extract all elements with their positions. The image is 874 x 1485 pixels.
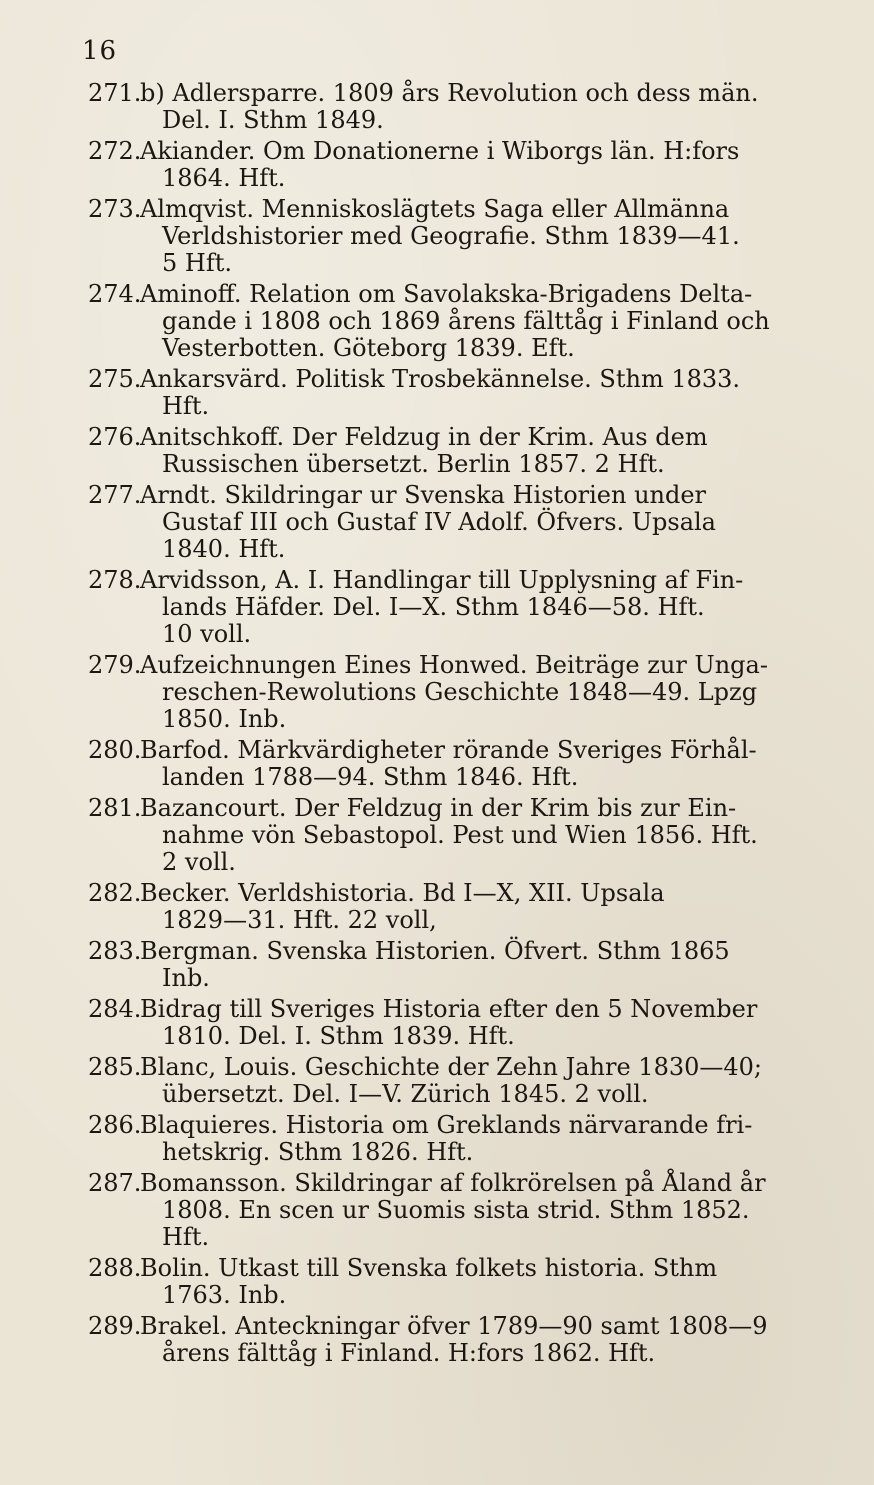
entry-line: Bazancourt. Der Feldzug in der Krim bis zur Ein- <box>140 794 737 822</box>
entry-continuation-line: 1850. Inb. <box>162 705 287 733</box>
entry-text <box>140 138 818 192</box>
catalog-entry <box>88 424 818 478</box>
entry-number: 285. <box>88 1053 142 1081</box>
catalog-entry <box>88 196 818 277</box>
entry-line: Arndt. Skildringar ur Svenska Historien under <box>140 481 707 509</box>
entry-line: Becker. Verldshistoria. Bd I—X, XII. Upsala <box>140 879 665 907</box>
entry-text <box>140 1112 818 1166</box>
entry-number: 286. <box>88 1111 142 1139</box>
entry-continuation-line: nahme vön Sebastopol. Pest und Wien 1856. Hft. <box>162 821 758 849</box>
entry-text <box>140 1170 818 1251</box>
entry-line: Aufzeichnungen Eines Honwed. Beiträge zur Unga- <box>140 651 768 679</box>
entry-text <box>140 482 818 563</box>
entry-line: Blanc, Louis. Geschichte der Zehn Jahre 1830—40; <box>140 1053 762 1081</box>
entry-text <box>140 1255 818 1309</box>
entry-number: 278. <box>88 566 142 594</box>
entry-number: 271. <box>88 79 142 107</box>
catalog-entry <box>88 1313 818 1367</box>
entry-line: b) Adlersparre. 1809 års Revolution och dess män. <box>140 79 759 107</box>
entry-number: 277. <box>88 481 142 509</box>
entry-number: 288. <box>88 1254 142 1282</box>
entry-text <box>140 366 818 420</box>
catalog-entry <box>88 1054 818 1108</box>
entry-line: Akiander. Om Donationerne i Wiborgs län. H:fors <box>140 137 740 165</box>
entry-number: 273. <box>88 195 142 223</box>
catalog-entry <box>88 567 818 648</box>
entry-number: 272. <box>88 137 142 165</box>
entry-line: Bergman. Svenska Historien. Öfvert. Sthm 1865 <box>140 937 730 965</box>
page-number: 16 <box>82 36 118 66</box>
entry-continuation-line: reschen-Rewolutions Geschichte 1848—49. Lpzg <box>162 678 758 706</box>
entry-continuation-line: landen 1788—94. Sthm 1846. Hft. <box>162 763 579 791</box>
entry-number: 274. <box>88 280 142 308</box>
entry-text <box>140 737 818 791</box>
entry-line: Bidrag till Sveriges Historia efter den 5 November <box>140 995 758 1023</box>
entry-number: 283. <box>88 937 142 965</box>
entry-line: Brakel. Anteckningar öfver 1789—90 samt 1808—9 <box>140 1312 768 1340</box>
catalog-entry <box>88 938 818 992</box>
entry-continuation-line: 2 voll. <box>162 848 236 876</box>
entry-text <box>140 795 818 876</box>
entry-continuation-line: Inb. <box>162 964 210 992</box>
catalog-entry <box>88 652 818 733</box>
entry-number: 287. <box>88 1169 142 1197</box>
entry-line: Almqvist. Menniskoslägtets Saga eller Allmänna <box>140 195 730 223</box>
entry-number: 276. <box>88 423 142 451</box>
entry-line: Ankarsvärd. Politisk Trosbekännelse. Sthm 1833. <box>140 365 741 393</box>
entry-continuation-line: årens fälttåg i Finland. H:fors 1862. Hft. <box>162 1339 656 1367</box>
entry-number: 280. <box>88 736 142 764</box>
entry-continuation-line: Del. I. Sthm 1849. <box>162 106 384 134</box>
entry-continuation-line: Hft. <box>162 392 210 420</box>
catalog-entry <box>88 795 818 876</box>
entry-continuation-line: 5 Hft. <box>162 249 232 277</box>
entry-text <box>140 424 818 478</box>
entry-continuation-line: hetskrig. Sthm 1826. Hft. <box>162 1138 474 1166</box>
catalog-entry <box>88 138 818 192</box>
entry-continuation-line: 1840. Hft. <box>162 535 286 563</box>
entry-continuation-line: Russischen übersetzt. Berlin 1857. 2 Hft. <box>162 450 665 478</box>
catalog-entry <box>88 1170 818 1251</box>
entry-line: Barfod. Märkvärdigheter rörande Sveriges Förhål- <box>140 736 757 764</box>
catalog-entry <box>88 996 818 1050</box>
entry-number: 284. <box>88 995 142 1023</box>
entry-continuation-line: 1808. En scen ur Suomis sista strid. Sthm 1852. <box>162 1196 750 1224</box>
entry-continuation-line: Verldshistorier med Geografie. Sthm 1839—41. <box>162 222 740 250</box>
entry-number: 282. <box>88 879 142 907</box>
entry-text <box>140 80 818 134</box>
entry-line: Aminoff. Relation om Savolakska-Brigadens Delta- <box>140 280 753 308</box>
catalog-entry <box>88 737 818 791</box>
entry-text <box>140 880 818 934</box>
entry-continuation-line: 1864. Hft. <box>162 164 286 192</box>
entry-list <box>88 80 818 1371</box>
entry-text <box>140 567 818 648</box>
entry-text <box>140 652 818 733</box>
catalog-entry <box>88 482 818 563</box>
entry-text <box>140 996 818 1050</box>
catalog-entry <box>88 80 818 134</box>
entry-number: 281. <box>88 794 142 822</box>
entry-continuation-line: übersetzt. Del. I—V. Zürich 1845. 2 voll. <box>162 1080 649 1108</box>
entry-continuation-line: Hft. <box>162 1223 210 1251</box>
entry-continuation-line: 1829—31. Hft. 22 voll, <box>162 906 437 934</box>
catalog-entry <box>88 880 818 934</box>
entry-number: 289. <box>88 1312 142 1340</box>
entry-line: Bomansson. Skildringar af folkrörelsen på Åland år <box>140 1169 766 1197</box>
entry-continuation-line: 10 voll. <box>162 620 252 648</box>
entry-text <box>140 196 818 277</box>
entry-continuation-line: Gustaf III och Gustaf IV Adolf. Öfvers. Upsala <box>162 508 716 536</box>
entry-continuation-line: gande i 1808 och 1869 årens fälttåg i Finland och <box>162 307 770 335</box>
entry-continuation-line: 1810. Del. I. Sthm 1839. Hft. <box>162 1022 515 1050</box>
entry-line: Blaquieres. Historia om Greklands närvarande fri- <box>140 1111 753 1139</box>
entry-continuation-line: Vesterbotten. Göteborg 1839. Eft. <box>162 334 575 362</box>
entry-number: 275. <box>88 365 142 393</box>
entry-continuation-line: lands Häfder. Del. I—X. Sthm 1846—58. Hft. <box>162 593 705 621</box>
entry-text <box>140 281 818 362</box>
entry-text <box>140 1054 818 1108</box>
catalog-entry <box>88 366 818 420</box>
catalog-entry <box>88 281 818 362</box>
catalog-entry <box>88 1255 818 1309</box>
entry-line: Anitschkoff. Der Feldzug in der Krim. Aus dem <box>140 423 708 451</box>
entry-line: Bolin. Utkast till Svenska folkets historia. Sthm <box>140 1254 718 1282</box>
catalog-entry <box>88 1112 818 1166</box>
entry-text <box>140 938 818 992</box>
entry-text <box>140 1313 818 1367</box>
entry-continuation-line: 1763. Inb. <box>162 1281 287 1309</box>
entry-line: Arvidsson, A. I. Handlingar till Upplysning af Fin- <box>140 566 744 594</box>
entry-number: 279. <box>88 651 142 679</box>
